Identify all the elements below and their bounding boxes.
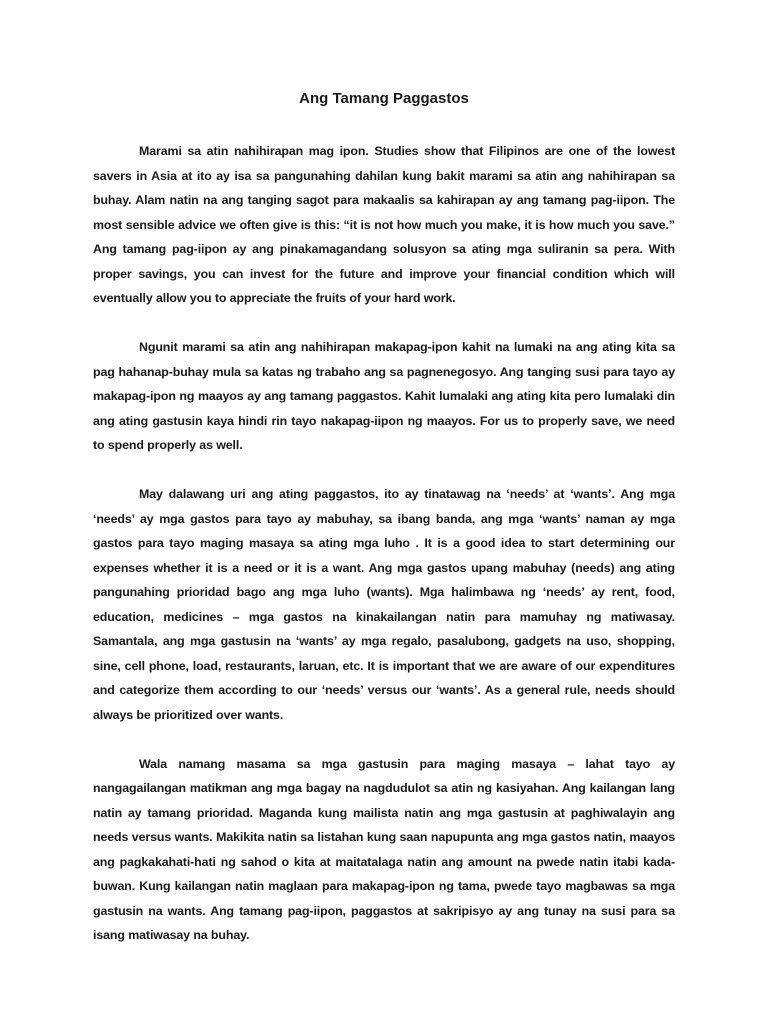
paragraph-1: Marami sa atin nahihirapan mag ipon. Studies show that Filipinos are one of the lowest savers in Asia at ito ay isa sa pangunahing dahilan kung bakit marami sa atin ang nahihirapan sa buhay. Alam natin na ang tanging sagot para makaalis sa kahirapan ay ang tamang pag-iipon. The most sensible advice we often give is this: “it is not how much you make, it is how much you save.” Ang tamang pag-iipon ay ang pinakamagandang solusyon sa ating mga suliranin sa pera. With proper savings, you can invest for the future and improve your financial condition which will eventually allow you to appreciate the fruits of your hard work.	[93, 144, 675, 305]
paragraph-4: Wala namang masama sa mga gastusin para maging masaya – lahat tayo ay nangagailangan matikman ang mga bagay na nagdudulot sa atin ng kasiyahan. Ang kailangan lang natin ay tamang prioridad. Maganda kung mailista natin ang mga gastusin at paghiwalayin ang needs versus wants. Makikita natin sa listahan kung saan napupunta ang mga gastos natin, maayos ang pagkakahati-hati ng sahod o kita at maitatalaga natin ang amount na pwede natin itabi kada-buwan. Kung kailangan natin maglaan para makapag-ipon ng tama, pwede tayo magbawas sa mga gastusin na wants. Ang tamang pag-iipon, paggastos at sakripisyo ay ang tunay na susi para sa isang matiwasay na buhay.	[93, 756, 675, 943]
document-body	[93, 139, 675, 972]
document-title: Ang Tamang Paggastos	[299, 90, 469, 107]
paragraph-2: Ngunit marami sa atin ang nahihirapan makapag-ipon kahit na lumaki na ang ating kita sa pag hahanap-buhay mula sa katas ng trabaho ang sa pagnenegosyo. Ang tanging susi para tayo ay makapag-ipon ng maayos ay ang tamang paggastos. Kahit lumalaki ang ating kita pero lumalaki din ang ating gastusin kaya hindi rin tayo nakapag-iipon ng maayos. For us to properly save, we need to spend properly as well.	[93, 340, 675, 453]
paragraph-3: May dalawang uri ang ating paggastos, ito ay tinatawag na ‘needs’ at ‘wants’. Ang mga ‘needs’ ay mga gastos para tayo ay mabuhay, sa ibang banda, ang mga ‘wants’ naman ay mga gastos para tayo maging masaya sa ating mga luho . It is a good idea to start determining our expenses whether it is a need or it is a want. Ang mga gastos upang mabuhay (needs) ang ating pangunahing prioridad bago ang mga luho (wants). Mga halimbawa ng ‘needs’ ay rent, food, education, medicines – mga gastos na kinakailangan natin para mamuhay ng matiwasay. Samantala, ang mga gastusin na ‘wants’ ay mga regalo, pasalubong, gadgets na uso, shopping, sine, cell phone, load, restaurants, laruan, etc. It is important that we are aware of our expenditures and categorize them according to our ‘needs’ versus our ‘wants’. As a general rule, needs should always be prioritized over wants.	[93, 487, 675, 722]
